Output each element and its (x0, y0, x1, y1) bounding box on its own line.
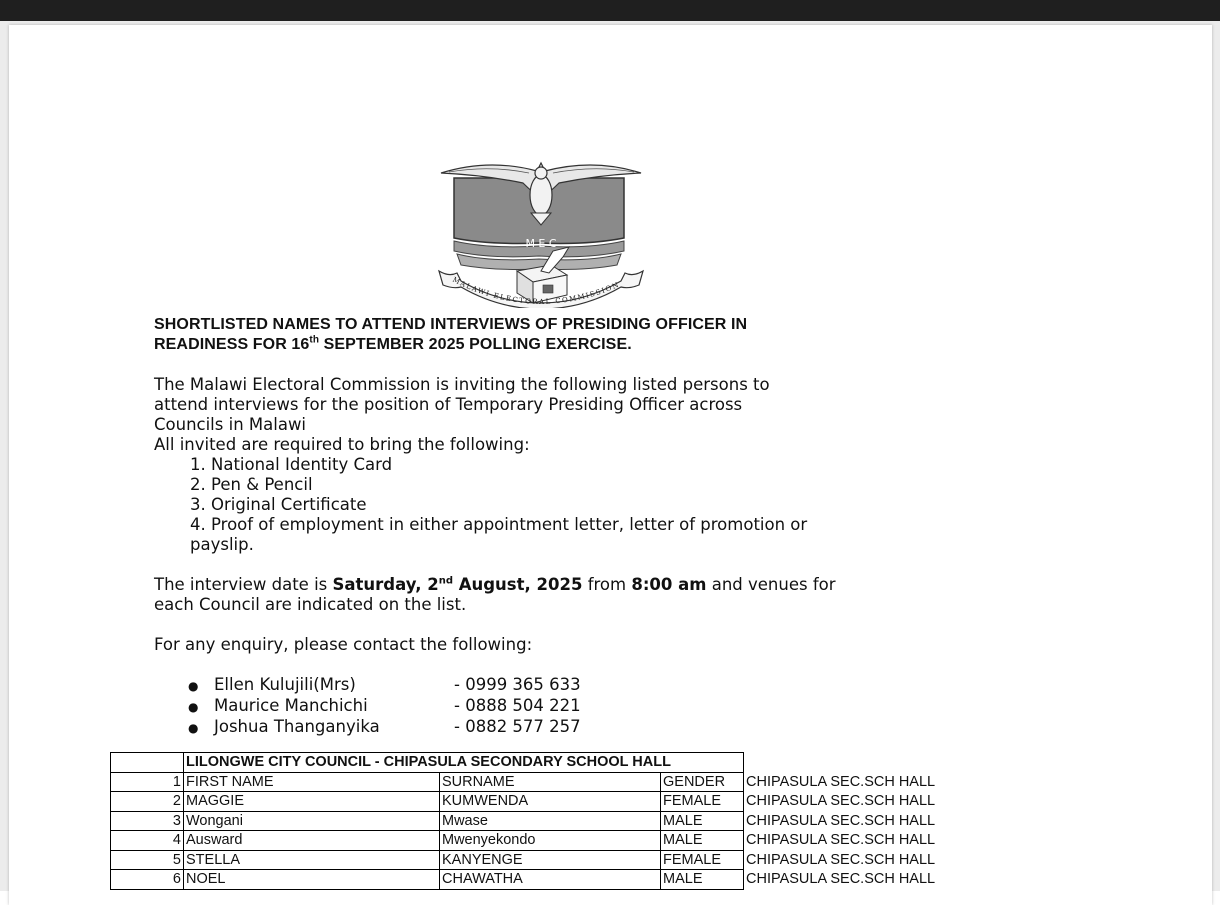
bullet-icon: ● (188, 679, 199, 693)
first-name-cell: FIRST NAME (184, 772, 440, 792)
contact-item (188, 717, 934, 738)
venue-cell: CHIPASULA SEC.SCH HALL (746, 773, 936, 790)
first-name-cell: NOEL (184, 870, 440, 890)
contact-name: Joshua Thanganyika (214, 717, 380, 736)
heading-line-2: READINESS FOR 16th SEPTEMBER 2025 POLLING EXERCISE. (154, 334, 632, 353)
contact-phone: - 0882 577 257 (454, 717, 581, 736)
logo-initials: M E C (525, 237, 557, 250)
row-number: 1 (111, 772, 184, 792)
first-name-cell: Ausward (184, 831, 440, 851)
table-row (111, 811, 959, 831)
venue-cell: CHIPASULA SEC.SCH HALL (746, 851, 936, 868)
table-row (111, 792, 959, 812)
requirement-item: 1. National Identity Card (190, 455, 393, 474)
surname-cell: Mwase (440, 811, 661, 831)
contact-name: Ellen Kulujili(Mrs) (214, 675, 356, 694)
requirement-item-continued: payslip. (190, 535, 254, 554)
gender-cell: MALE (661, 831, 744, 851)
gender-cell: MALE (661, 870, 744, 890)
gender-cell: GENDER (661, 772, 744, 792)
interview-venue-line: each Council are indicated on the list. (154, 595, 467, 614)
table-row (111, 831, 959, 851)
requirement-item: 3. Original Certificate (190, 495, 367, 514)
contact-item (188, 675, 934, 696)
row-number: 4 (111, 831, 184, 851)
shortlist-table (110, 752, 959, 890)
first-name-cell: Wongani (184, 811, 440, 831)
row-number: 5 (111, 850, 184, 870)
viewer-top-bar (0, 0, 1220, 21)
requirement-item: 4. Proof of employment in either appointment letter, letter of promotion or (190, 515, 808, 534)
first-name-cell: MAGGIE (184, 792, 440, 812)
contact-phone: - 0888 504 221 (454, 696, 581, 715)
document-body (154, 375, 934, 738)
row-number: 2 (111, 792, 184, 812)
gender-cell: FEMALE (661, 850, 744, 870)
interview-date-line: The interview date is Saturday, 2nd August, 2025 from 8:00 am and venues for (154, 575, 836, 594)
document-page (9, 25, 1212, 905)
bullet-icon: ● (188, 700, 199, 714)
table-row (111, 870, 959, 890)
intro-line-4: All invited are required to bring the following: (154, 435, 530, 454)
venue-cell: CHIPASULA SEC.SCH HALL (746, 793, 936, 810)
table-title: LILONGWE CITY COUNCIL - CHIPASULA SECONDARY SCHOOL HALL (184, 753, 744, 773)
contacts-list (154, 675, 934, 738)
intro-line-3: Councils in Malawi (154, 415, 307, 434)
logo-ribbon-text: MALAWI ELECTORAL COMMISSION (451, 275, 622, 307)
requirement-item: 2. Pen & Pencil (190, 475, 313, 494)
table-title-row (111, 753, 959, 773)
venue-cell: CHIPASULA SEC.SCH HALL (746, 832, 936, 849)
contact-item (188, 696, 934, 717)
intro-line-2: attend interviews for the position of Temporary Presiding Officer across (154, 395, 743, 414)
gender-cell: MALE (661, 811, 744, 831)
bullet-icon: ● (188, 721, 199, 735)
contact-phone: - 0999 365 633 (454, 675, 581, 694)
gender-cell: FEMALE (661, 792, 744, 812)
venue-cell: CHIPASULA SEC.SCH HALL (746, 812, 936, 829)
mec-logo (429, 153, 654, 308)
row-number: 3 (111, 811, 184, 831)
first-name-cell: STELLA (184, 850, 440, 870)
surname-cell: CHAWATHA (440, 870, 661, 890)
table-row (111, 850, 959, 870)
surname-cell: SURNAME (440, 772, 661, 792)
intro-line-1: The Malawi Electoral Commission is inviting the following listed persons to (154, 375, 770, 394)
surname-cell: Mwenyekondo (440, 831, 661, 851)
document-heading (154, 315, 914, 355)
venue-cell: CHIPASULA SEC.SCH HALL (746, 871, 936, 888)
surname-cell: KANYENGE (440, 850, 661, 870)
heading-line-1: SHORTLISTED NAMES TO ATTEND INTERVIEWS OF PRESIDING OFFICER IN (154, 316, 748, 333)
table-row (111, 772, 959, 792)
requirements-list (154, 455, 934, 555)
row-number: 6 (111, 870, 184, 890)
enquiry-line: For any enquiry, please contact the following: (154, 635, 533, 654)
contact-name: Maurice Manchichi (214, 696, 368, 715)
surname-cell: KUMWENDA (440, 792, 661, 812)
